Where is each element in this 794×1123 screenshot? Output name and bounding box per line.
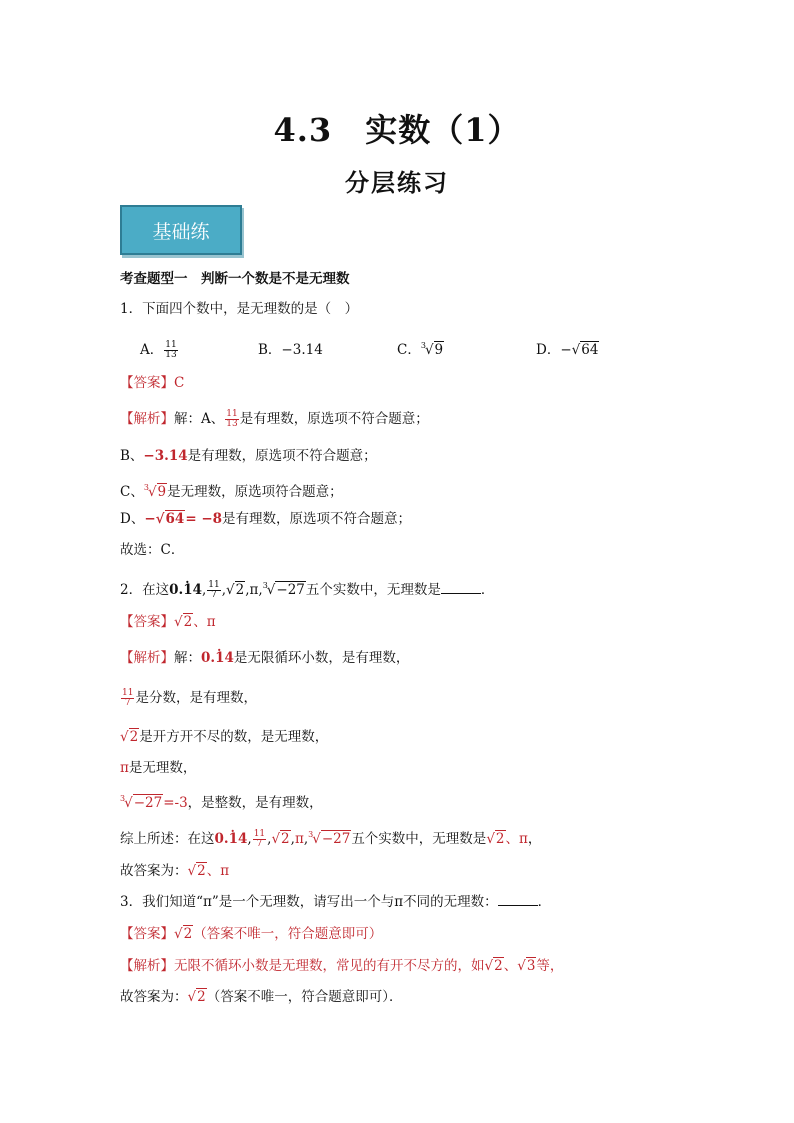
question-3-stem: 3．我们知道“π”是一个无理数，请写出一个与π不同的无理数： ． <box>120 894 552 910</box>
q3-final-answer: 故答案为：√2（答案不唯一，符合题意即可）． <box>120 989 403 1005</box>
level-badge: 基础练 <box>120 205 242 255</box>
q1-analysis-line-3: C、$^3$√9是无理数，原选项符合题意； <box>120 483 343 500</box>
q2-analysis-line-4: π是无理数， <box>120 760 197 776</box>
option-a: A． $\frac{11}{13}$ <box>140 340 177 360</box>
question-2-stem: 2．在这0.14 ·, $\frac{11}{7}$ ,√2,π,$^3$√−27五个实数中，无理数是 ． <box>120 577 494 600</box>
q3-analysis: 【解析】无限不循环小数是无理数，常见的有开不尽方的，如√2、√3等， <box>120 958 564 974</box>
q3-answer: 【答案】√2（答案不唯一，符合题意即可） <box>120 926 383 942</box>
q2-analysis-line-2: $\frac{11}{7}$ 是分数，是有理数， <box>122 688 257 708</box>
page-subtitle: 分层练习 <box>345 168 449 197</box>
q2-answer: 【答案】√2、π <box>120 614 216 630</box>
answer-blank <box>441 581 481 594</box>
q2-analysis-line-1: 【解析】解：0.14 ·是无限循环小数，是有理数， <box>120 649 409 667</box>
q2-analysis-line-3: √2是开方开不尽的数，是无理数， <box>120 729 329 745</box>
option-c: C．$^3$√9 <box>397 341 444 358</box>
q1-answer: 【答案】C <box>120 375 185 391</box>
q2-analysis-line-6: 综上所述：在这0.14 ·, $\frac{11}{7}$ ,√2,π,$^3$√−27五个实数中，无理数是√2、π， <box>120 826 541 849</box>
page-title: 4.3 实数（1） <box>273 111 521 149</box>
q2-analysis-line-5: $^3$√−27=-3，是整数，是有理数， <box>120 794 323 811</box>
question-1-stem: 1．下面四个数中，是无理数的是（ ） <box>120 301 359 317</box>
q1-analysis-line-4: D、−√64= −8是有理数，原选项不符合题意； <box>120 511 412 527</box>
option-b: B．−3.14 <box>258 342 323 358</box>
answer-blank <box>498 893 538 906</box>
q1-conclusion: 故选：C． <box>120 542 185 558</box>
fraction: $\frac{11}{13}$ <box>165 340 177 360</box>
option-d: D．−√64 <box>536 342 599 358</box>
section-heading: 考查题型一 判断一个数是不是无理数 <box>120 271 350 287</box>
q2-final-answer: 故答案为：√2、π <box>120 863 230 879</box>
q1-analysis-line-2: B、−3.14是有理数，原选项不符合题意； <box>120 448 377 464</box>
q1-analysis-line-1: 【解析】解：A、 $\frac{11}{13}$ 是有理数，原选项不符合题意； <box>120 409 429 429</box>
